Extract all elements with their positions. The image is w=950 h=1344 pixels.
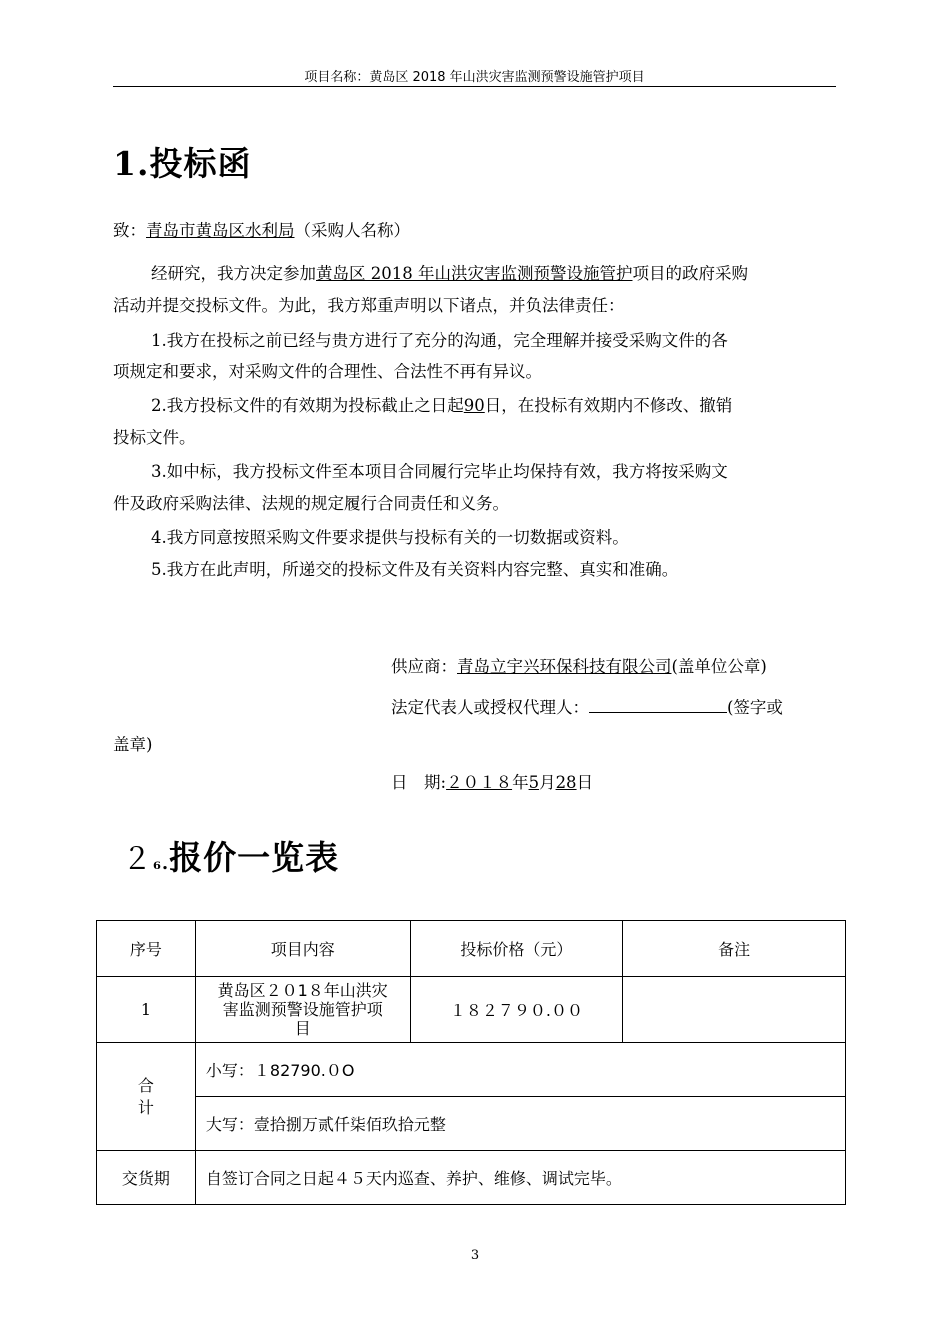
page-number: 3 — [470, 1248, 480, 1263]
supplier-name: 青岛立宇兴环保科技有限公司 — [457, 657, 672, 676]
signature-blank — [589, 696, 727, 713]
small-amount-value: １82790.０O — [253, 1061, 355, 1080]
item-2-post: 日，在投标有效期内不修改、撤销 — [484, 396, 733, 415]
header-note: 备注 — [623, 921, 846, 977]
delivery-label: 交货期 — [97, 1151, 196, 1205]
page-header: 项目名称：黄岛区 2018 年山洪灾害监测预警设施管护项目 — [304, 70, 645, 85]
total-small-row — [97, 1043, 846, 1097]
row-content-line-1: 黄岛区２０1８年山洪灾 — [217, 981, 388, 1000]
total-label-1: 合 — [137, 1075, 154, 1095]
validity-days: 90 — [463, 396, 485, 415]
total-label — [97, 1043, 196, 1151]
item-1-line-1: 1.我方在投标之前已经与贵方进行了充分的沟通，完全理解并接受采购文件的各 — [151, 331, 728, 350]
supplier-seal-note: (盖单位公章) — [671, 657, 767, 676]
purchaser-suffix: （采购人名称） — [294, 221, 410, 240]
addressee-line — [113, 221, 410, 241]
item-2-pre: 2.我方投标文件的有效期为投标截止之日起 — [151, 396, 464, 415]
representative-line-cont: 盖章) — [113, 735, 153, 754]
item-2-line-1 — [151, 396, 732, 416]
supplier-label: 供应商： — [391, 657, 457, 676]
intro-text-2: 项目的政府采购 — [632, 264, 748, 283]
total-label-2: 计 — [137, 1097, 154, 1117]
supplier-line — [391, 657, 767, 677]
item-3-line-2: 件及政府采购法律、法规的规定履行合同责任和义务。 — [113, 494, 509, 513]
small-amount-label: 小写： — [205, 1061, 254, 1080]
quotation-table — [96, 920, 846, 1205]
item-3-line-1: 3.如中标，我方投标文件至本项目合同履行完毕止均保持有效，我方将按采购文 — [151, 462, 728, 481]
date-line — [391, 773, 593, 793]
section-2-title — [122, 832, 339, 879]
row-price: １８２７９０.００ — [410, 977, 623, 1043]
big-amount-label: 大写： — [205, 1115, 254, 1134]
section-1-title: 1.投标函 — [113, 144, 252, 183]
date-year-unit: 年 — [512, 773, 529, 792]
item-1-line-2: 项规定和要求，对采购文件的合理性、合法性不再有异议。 — [113, 362, 542, 381]
delivery-value: 自签订合同之日起４５天内巡查、养护、维修、调试完毕。 — [195, 1151, 845, 1205]
intro-text-1: 经研究，我方决定参加 — [151, 264, 316, 283]
item-5: 5.我方在此声明，所递交的投标文件及有关资料内容完整、真实和准确。 — [151, 560, 679, 579]
big-amount-value: 壹拾捌万贰仟柒佰玖拾元整 — [253, 1115, 446, 1134]
header-price: 投标价格（元） — [410, 921, 623, 977]
total-big-row — [97, 1097, 846, 1151]
date-year: ２０１８ — [446, 773, 513, 792]
header-no: 序号 — [97, 921, 196, 977]
row-content — [195, 977, 410, 1043]
intro-project-name: 黄岛区 2018 年山洪灾害监测预警设施管护 — [316, 264, 633, 283]
item-4: 4.我方同意按照采购文件要求提供与投标有关的一切数据或资料。 — [151, 528, 629, 547]
date-day-unit: 日 — [576, 773, 594, 792]
table-header-row — [97, 921, 846, 977]
intro-line-1 — [151, 264, 748, 284]
total-small-cell — [195, 1043, 845, 1097]
intro-line-2: 活动并提交投标文件。为此，我方郑重声明以下诸点，并负法律责任： — [113, 296, 625, 315]
representative-suffix: (签字或 — [727, 698, 783, 717]
table-row — [97, 977, 846, 1043]
date-day: 28 — [555, 773, 577, 792]
date-label: 日 期: — [391, 773, 447, 792]
row-note — [623, 977, 846, 1043]
date-month: 5 — [528, 773, 540, 792]
representative-label: 法定代表人或授权代理人： — [391, 698, 589, 717]
representative-line — [391, 696, 783, 718]
header-rule — [113, 86, 836, 87]
section-2-title-text: 报价一览表 — [169, 838, 340, 877]
to-label: 致： — [113, 221, 146, 240]
row-content-line-2: 害监测预警设施管护项 — [222, 1000, 383, 1019]
section-2-artifact: ₆. — [153, 853, 170, 874]
item-2-line-2: 投标文件。 — [113, 428, 196, 447]
purchaser-name: 青岛市黄岛区水利局 — [146, 221, 295, 240]
row-content-line-3: 目 — [294, 1019, 311, 1038]
total-big-cell — [195, 1097, 845, 1151]
header-content: 项目内容 — [195, 921, 410, 977]
delivery-row — [97, 1151, 846, 1205]
row-no: 1 — [97, 977, 196, 1043]
section-2-number: ２ — [122, 842, 153, 877]
date-month-unit: 月 — [539, 773, 556, 792]
